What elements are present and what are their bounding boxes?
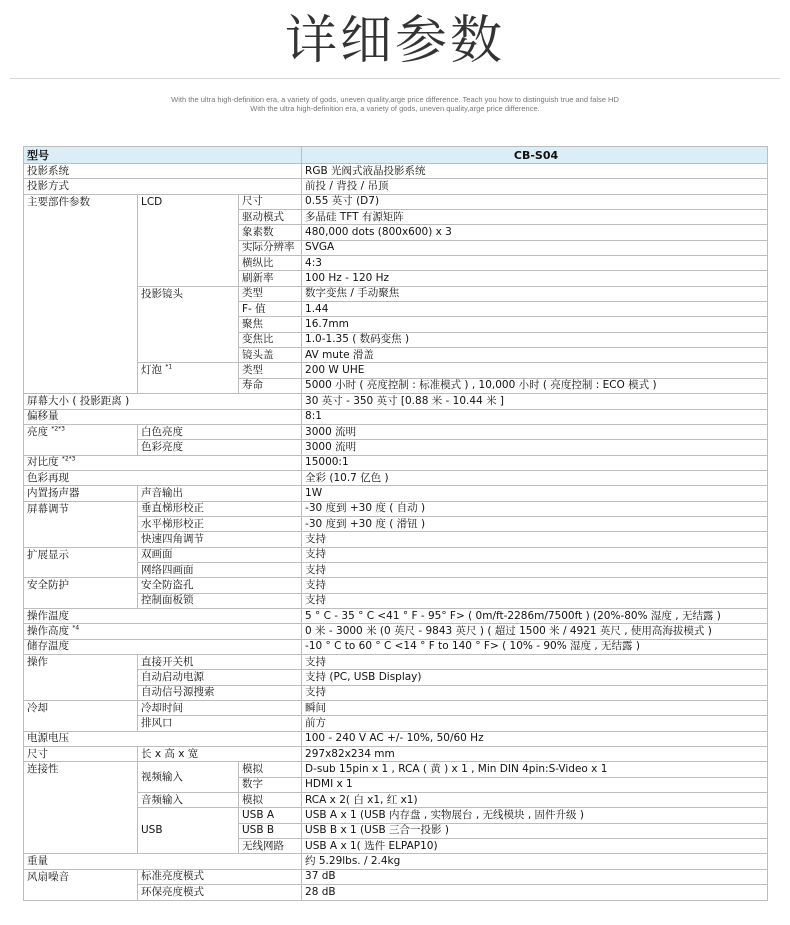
item-value: SVGA <box>302 240 768 255</box>
item-value: 5000 小时 ( 亮度控制 : 标准模式 ) , 10,000 小时 ( 亮度控制 : ECO 模式 ) <box>302 378 768 393</box>
row-label: 重量 <box>24 854 302 869</box>
title-divider <box>10 78 780 79</box>
spec-row <box>24 164 768 179</box>
group-label <box>24 424 138 455</box>
item-value: 支持 (PC, USB Display) <box>302 670 768 685</box>
item-value: 3000 流明 <box>302 440 768 455</box>
item-label: 象素数 <box>239 225 302 240</box>
brightness-label: 亮度 <box>27 425 48 438</box>
spec-row <box>24 455 768 470</box>
item-label: USB A <box>239 808 302 823</box>
item-value: USB A x 1 (USB 内存盘 , 实物展台 , 无线模块 , 固件升级 ) <box>302 808 768 823</box>
spec-row <box>24 424 768 439</box>
group-label: 操作 <box>24 655 138 701</box>
item-value: 支持 <box>302 562 768 577</box>
item-label: 类型 <box>239 286 302 301</box>
item-value: 100 Hz - 120 Hz <box>302 271 768 286</box>
row-label: 操作温度 <box>24 608 302 623</box>
item-value: 支持 <box>302 547 768 562</box>
row-label: 储存温度 <box>24 639 302 654</box>
item-value: 1.0-1.35 ( 数码变焦 ) <box>302 332 768 347</box>
item-label: 驱动模式 <box>239 210 302 225</box>
group-label: 尺寸 <box>24 747 138 762</box>
subgroup-label: LCD <box>138 194 239 286</box>
item-label: 无线网路 <box>239 839 302 854</box>
footnote-mark: *2*3 <box>61 455 76 463</box>
item-label: 长 x 高 x 宽 <box>138 747 302 762</box>
item-label: 双画面 <box>138 547 302 562</box>
item-value: HDMI x 1 <box>302 777 768 792</box>
item-value: 瞬间 <box>302 701 768 716</box>
row-value: -10 ° C to 60 ° C <14 ° F to 140 ° F> ( 10% - 90% 湿度 , 无结露 ) <box>302 639 768 654</box>
item-label: 自动信号源搜索 <box>138 685 302 700</box>
row-label: 投影系统 <box>24 164 302 179</box>
spec-row <box>24 701 768 716</box>
item-value: 16.7mm <box>302 317 768 332</box>
spec-row <box>24 762 768 777</box>
spec-table <box>23 146 768 901</box>
footnote-mark: *2*3 <box>51 425 65 433</box>
item-label: F- 值 <box>239 302 302 317</box>
subgroup-label <box>138 363 239 394</box>
item-value: 0.55 英寸 (D7) <box>302 194 768 209</box>
item-label: 声音输出 <box>138 486 302 501</box>
group-label: 扩展显示 <box>24 547 138 578</box>
item-label: 控制面板锁 <box>138 593 302 608</box>
subtitle-line-2: With the ultra high-definition era, a variety of gods, uneven quality,arge price difference. <box>250 104 540 113</box>
spec-row <box>24 194 768 209</box>
group-label: 主要部件参数 <box>24 194 138 393</box>
item-label: 模拟 <box>239 793 302 808</box>
item-value: 数字变焦 / 手动聚焦 <box>302 286 768 301</box>
item-value: USB A x 1( 选件 ELPAP10) <box>302 839 768 854</box>
group-label: 内置扬声器 <box>24 486 138 501</box>
subgroup-label: 音频输入 <box>138 793 239 808</box>
group-label: 屏幕调节 <box>24 501 138 547</box>
spec-row <box>24 409 768 424</box>
footnote-mark: *1 <box>165 363 173 371</box>
item-value: -30 度到 +30 度 ( 自动 ) <box>302 501 768 516</box>
item-label: 聚焦 <box>239 317 302 332</box>
item-value: 前方 <box>302 716 768 731</box>
spec-row <box>24 501 768 516</box>
item-value: 37 dB <box>302 869 768 884</box>
row-value: 0 米 - 3000 米 (0 英尺 - 9843 英尺 ) ( 超过 1500 米 / 4921 英尺 , 使用高海拔模式 ) <box>302 624 768 639</box>
item-label: USB B <box>239 823 302 838</box>
subgroup-label: 投影镜头 <box>138 286 239 363</box>
item-value: 1W <box>302 486 768 501</box>
item-label: 镜头盖 <box>239 348 302 363</box>
item-value: AV mute 滑盖 <box>302 348 768 363</box>
item-label: 直接开关机 <box>138 655 302 670</box>
spec-row <box>24 179 768 194</box>
item-value: 4:3 <box>302 256 768 271</box>
spec-row <box>24 394 768 409</box>
spec-row <box>24 639 768 654</box>
row-value: 前投 / 背投 / 吊顶 <box>302 179 768 194</box>
row-label: 偏移量 <box>24 409 302 424</box>
item-label: 尺寸 <box>239 194 302 209</box>
altitude-label: 操作高度 <box>27 624 69 637</box>
row-label: 投影方式 <box>24 179 302 194</box>
item-label: 冷却时间 <box>138 701 302 716</box>
item-label: 标准亮度模式 <box>138 869 302 884</box>
item-value: 200 W UHE <box>302 363 768 378</box>
item-label: 快速四角调节 <box>138 532 302 547</box>
spec-row <box>24 608 768 623</box>
item-label: 白色亮度 <box>138 424 302 439</box>
item-value: USB B x 1 (USB 三合一投影 ) <box>302 823 768 838</box>
row-value: 15000:1 <box>302 455 768 470</box>
subgroup-label: USB <box>138 808 239 854</box>
row-value: 30 英寸 - 350 英寸 [0.88 米 - 10.44 米 ] <box>302 394 768 409</box>
spec-row <box>24 624 768 639</box>
item-label: 自动启动电源 <box>138 670 302 685</box>
footnote-mark: *4 <box>72 624 80 632</box>
item-value: 480,000 dots (800x600) x 3 <box>302 225 768 240</box>
item-value: 支持 <box>302 685 768 700</box>
row-value: RGB 光阀式液晶投影系统 <box>302 164 768 179</box>
item-value: 28 dB <box>302 885 768 900</box>
item-label: 寿命 <box>239 378 302 393</box>
item-label: 数字 <box>239 777 302 792</box>
row-value: 约 5.29lbs. / 2.4kg <box>302 854 768 869</box>
item-value: RCA x 2( 白 x1, 红 x1) <box>302 793 768 808</box>
item-label: 实际分辨率 <box>239 240 302 255</box>
item-value: 支持 <box>302 578 768 593</box>
item-label: 环保亮度模式 <box>138 885 302 900</box>
spec-row <box>24 655 768 670</box>
model-row <box>24 147 768 164</box>
item-label: 类型 <box>239 363 302 378</box>
item-label: 刷新率 <box>239 271 302 286</box>
item-label: 安全防盗孔 <box>138 578 302 593</box>
group-label: 连接性 <box>24 762 138 854</box>
item-label: 色彩亮度 <box>138 440 302 455</box>
subtitle-line-1: With the ultra high-definition era, a variety of gods, uneven quality,arge price difference. Teach you how to distinguish true and false HD <box>171 95 619 104</box>
item-label: 模拟 <box>239 762 302 777</box>
model-label: 型号 <box>24 147 302 164</box>
row-label <box>24 455 302 470</box>
item-value: D-sub 15pin x 1 , RCA ( 黄 ) x 1 , Min DIN 4pin:S-Video x 1 <box>302 762 768 777</box>
spec-row <box>24 547 768 562</box>
spec-row <box>24 578 768 593</box>
item-label: 变焦比 <box>239 332 302 347</box>
group-label: 安全防护 <box>24 578 138 609</box>
lamp-label: 灯泡 <box>141 364 162 377</box>
spec-row <box>24 486 768 501</box>
page-title: 详细参数 <box>284 11 505 71</box>
item-value: 3000 流明 <box>302 424 768 439</box>
row-label: 屏幕大小 ( 投影距离 ) <box>24 394 302 409</box>
item-value: -30 度到 +30 度 ( 滑钮 ) <box>302 516 768 531</box>
row-value: 100 - 240 V AC +/- 10%, 50/60 Hz <box>302 731 768 746</box>
row-value: 全彩 (10.7 亿色 ) <box>302 470 768 485</box>
item-value: 支持 <box>302 532 768 547</box>
row-value: 8:1 <box>302 409 768 424</box>
row-value: 5 ° C - 35 ° C <41 ° F - 95° F> ( 0m/ft-2286m/7500ft ) (20%-80% 湿度 , 无结露 ) <box>302 608 768 623</box>
item-value: 297x82x234 mm <box>302 747 768 762</box>
subgroup-label: 视频输入 <box>138 762 239 793</box>
spec-row <box>24 747 768 762</box>
group-label: 风扇噪音 <box>24 869 138 900</box>
item-label: 横纵比 <box>239 256 302 271</box>
item-value: 支持 <box>302 655 768 670</box>
spec-row <box>24 731 768 746</box>
item-value: 多晶硅 TFT 有源矩阵 <box>302 210 768 225</box>
row-label <box>24 624 302 639</box>
item-value: 1.44 <box>302 302 768 317</box>
group-label: 冷却 <box>24 701 138 732</box>
spec-row <box>24 470 768 485</box>
item-value: 支持 <box>302 593 768 608</box>
item-label: 排风口 <box>138 716 302 731</box>
spec-row <box>24 869 768 884</box>
item-label: 垂直梯形校正 <box>138 501 302 516</box>
row-label: 电源电压 <box>24 731 302 746</box>
spec-row <box>24 854 768 869</box>
item-label: 网络四画面 <box>138 562 302 577</box>
model-value: CB-S04 <box>302 147 768 164</box>
contrast-label: 对比度 <box>27 456 59 469</box>
item-label: 水平梯形校正 <box>138 516 302 531</box>
row-label: 色彩再现 <box>24 470 302 485</box>
